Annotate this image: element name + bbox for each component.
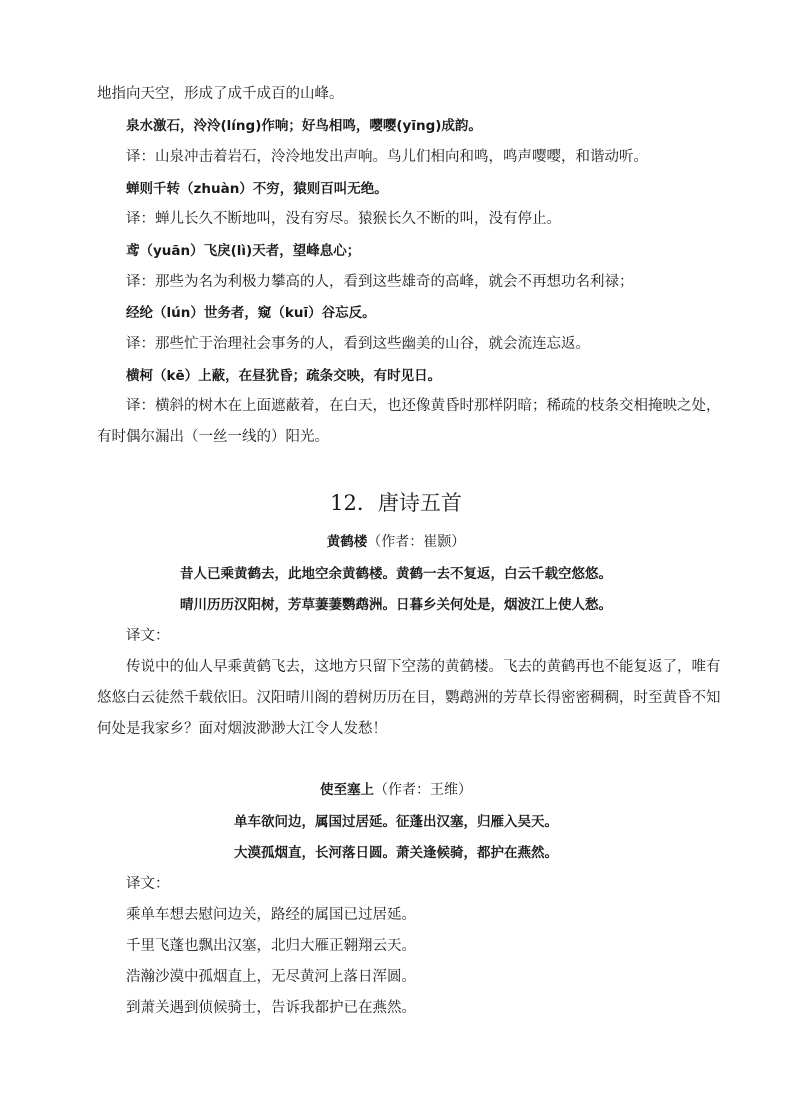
poem-author: （作者：王维） — [374, 782, 472, 798]
translation-line: 译：横斜的树木在上面遮蔽着，在白天，也还像黄昏时那样阴暗；稀疏的枝条交相掩映之处， — [126, 398, 721, 414]
poem-verse: 单车欲问边，属国过居延。征蓬出汉塞，归雁入吴天。 — [234, 814, 558, 830]
translation-line: 到萧关遇到侦候骑士，告诉我都护已在燕然。 — [126, 1000, 416, 1016]
translation-line: 何处是我家乡？面对烟波渺渺大江令人发愁！ — [97, 721, 387, 737]
translation-line: 悠悠白云徒然千载依旧。汉阳晴川阁的碧树历历在目，鹦鹉洲的芳草长得密密稠稠，时至黄昏不知 — [97, 690, 721, 706]
poem-name: 使至塞上 — [320, 782, 374, 798]
translation-label: 译文： — [126, 876, 170, 892]
translation-line: 译：那些为名为利极力攀高的人，看到这些雄奇的高峰，就会不再想功名利禄； — [126, 274, 634, 290]
translation-label: 译文： — [126, 628, 170, 644]
translation-line: 千里飞蓬也飘出汉塞，北归大雁正翱翔云天。 — [126, 938, 416, 954]
translation-line: 乘单车想去慰问边关，路经的属国已过居延。 — [126, 907, 416, 923]
classical-line: 横柯（kē）上蔽，在昼犹昏；疏条交映，有时见日。 — [126, 368, 442, 384]
translation-line: 浩瀚沙漠中孤烟直上，无尽黄河上落日浑圆。 — [126, 969, 416, 985]
classical-line: 蝉则千转（zhuàn）不穷，猿则百叫无绝。 — [126, 181, 388, 197]
translation-line: 有时偶尔漏出（一丝一线的）阳光。 — [97, 429, 329, 445]
classical-line: 泉水激石，泠泠(líng)作响；好鸟相鸣，嘤嘤(yīng)成韵。 — [126, 118, 482, 134]
translation-line: 传说中的仙人早乘黄鹤飞去，这地方只留下空荡的黄鹤楼。飞去的黄鹤再也不能复返了，唯有 — [126, 659, 721, 675]
poem-heading — [0, 530, 792, 551]
section-title: 12．唐诗五首 — [330, 491, 462, 515]
translation-line: 译：蝉儿长久不断地叫，没有穷尽。猿猴长久不断的叫，没有停止。 — [126, 211, 561, 227]
translation-line: 译：那些忙于治理社会事务的人，看到这些幽美的山谷，就会流连忘返。 — [126, 336, 590, 352]
classical-line: 鸢（yuān）飞戾(lì)天者，望峰息心； — [126, 243, 361, 259]
poem-author: （作者：崔颢） — [367, 534, 466, 550]
poem-heading — [0, 778, 792, 799]
poem-name: 黄鹤楼 — [326, 534, 368, 550]
poem-verse: 昔人已乘黄鹤去，此地空余黄鹤楼。黄鹤一去不复返，白云千载空悠悠。 — [180, 566, 612, 582]
poem-verse: 晴川历历汉阳树，芳草萋萋鹦鹉洲。日暮乡关何处是，烟波江上使人愁。 — [180, 597, 612, 613]
classical-line: 经纶（lún）世务者，窥（kuī）谷忘反。 — [126, 305, 376, 321]
translation-line: 译：山泉冲击着岩石，泠泠地发出声响。鸟儿们相向和鸣，鸣声嘤嘤，和谐动听。 — [126, 149, 648, 165]
text-line: 地指向天空，形成了成千成百的山峰。 — [97, 86, 344, 102]
poem-verse: 大漠孤烟直，长河落日圆。萧关逢候骑，都护在燕然。 — [234, 845, 558, 861]
